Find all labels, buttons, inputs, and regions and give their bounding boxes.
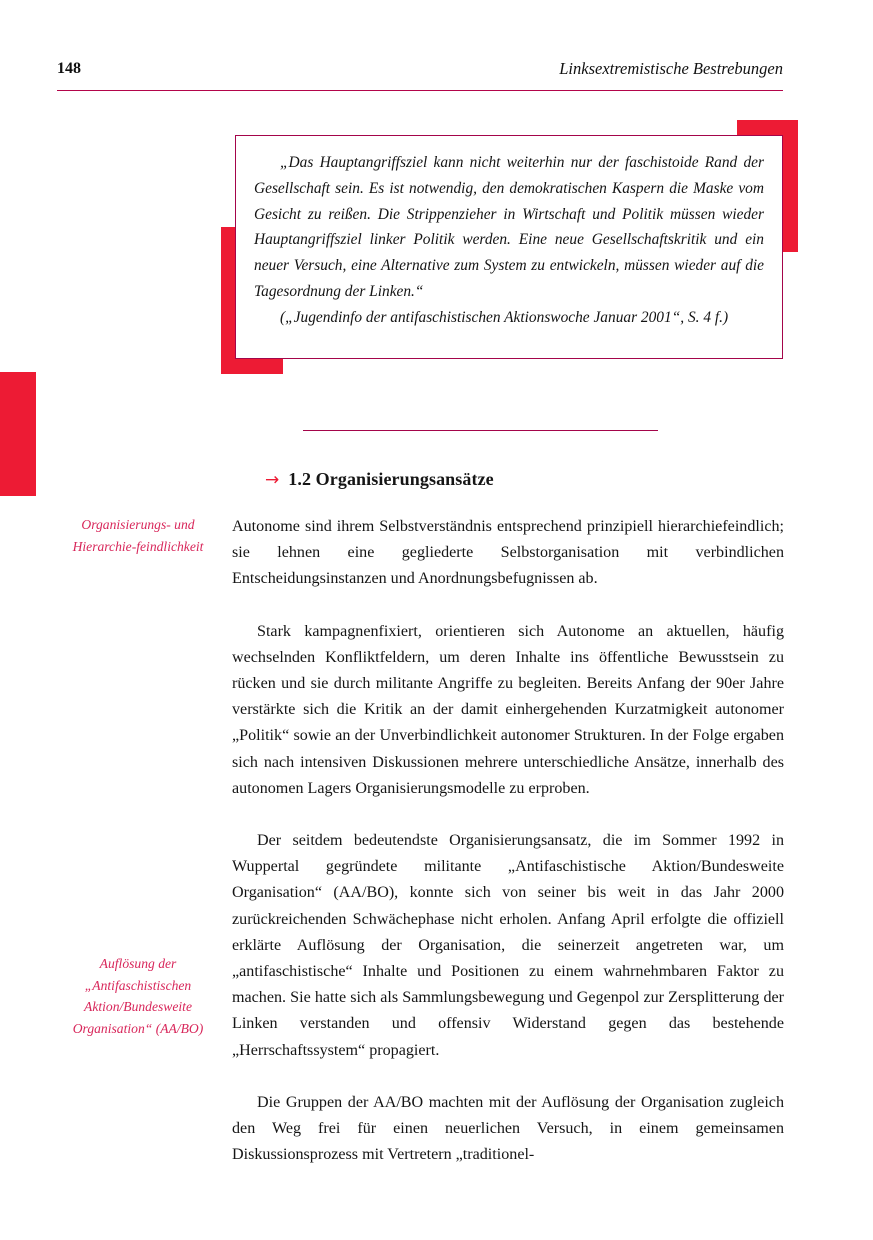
body-paragraph: Der seitdem bedeutendste Organisierungsansatz, die im Sommer 1992 in Wuppertal gegründete militante „Antifaschistische Aktion/Bundesweite Organisation“ (AA/BO), konnte sich von seiner bis weit in das Jahr 2000 zurückreichenden Schwächephase nicht erholen. Anfang April erfolgte die offiziell erklärte Auflösung der Organisation, die seinerzeit angetreten war, um „antifaschistische“ Inhalte und Positionen zu einem wahrnehmbaren Faktor zu machen. Sie hatte sich als Sammlungsbewegung und Gegenpol zur Zersplitterung der Linken verstanden und offensiv Widerstand gegen das bestehende „Herrschaftssystem“ propagiert. bbox=[232, 832, 784, 1059]
body-paragraph: Autonome sind ihrem Selbstverständnis entsprechend prinzipiell hierarchiefeindlich; sie lehnen eine gegliederte Selbstorganisation mit verbindlichen Entscheidungsinstanzen und Anordnungsbefugnissen ab. bbox=[232, 518, 784, 588]
margin-note-hierarchy: Organisierungs- und Hierarchie-feindlichkeit bbox=[72, 517, 204, 554]
quotation-source: („Jugendinfo der antifaschistischen Aktionswoche Januar 2001“, S. 4 f.) bbox=[280, 308, 729, 326]
section-heading-text: 1.2 Organisierungsansätze bbox=[288, 469, 494, 489]
page-header bbox=[57, 58, 783, 91]
quotation-block bbox=[235, 135, 783, 359]
page-number: 148 bbox=[57, 60, 81, 77]
arrow-right-icon: → bbox=[265, 470, 280, 490]
body-paragraph: Die Gruppen der AA/BO machten mit der Auflösung der Organisation zugleich den Weg frei für einen neuerlichen Versuch, in einem gemeinsamen Diskussionsprozess mit Vertretern „traditionel- bbox=[232, 1093, 784, 1164]
accent-block-top-right-vertical bbox=[783, 120, 798, 252]
quotation-box bbox=[235, 135, 783, 359]
body-paragraph: Stark kampagnenfixiert, orientieren sich Autonome an aktuellen, häufig wechselnden Konfliktfeldern, um deren Inhalte ins öffentliche Bewusstsein zu rücken und sie durch militante Angriffe zu begleiten. Bereits Anfang der 90er Jahre verstärkte sich die Kritik an der damit einhergehenden Kurzatmigkeit autonomer „Politik“ sowie an der Unverbindlichkeit autonomer Strukturen. In der Folge ergaben sich nach intensiven Diskussionen mehrere unterschiedliche Ansätze, innerhalb des autonomen Lagers Organisierungsmodelle zu erproben. bbox=[232, 622, 784, 797]
section-divider-rule bbox=[303, 430, 658, 431]
margin-note-aabo-dissolution: Auflösung der „Antifaschistischen Aktion/Bundesweite Organisation“ (AA/BO) bbox=[72, 956, 204, 1036]
section-heading bbox=[265, 468, 785, 491]
body-text-column bbox=[232, 514, 784, 1194]
header-title: Linksextremistische Bestrebungen bbox=[559, 59, 783, 78]
quotation-text: „Das Hauptangriffsziel kann nicht weiterhin nur der faschistoide Rand der Gesellschaft sein. Es ist notwendig, den demokratischen Kaspern die Maske vom Gesicht zu reißen. Die Strippenzieher in Wirtschaft und Politik müssen wieder Hauptangriffsziel linker Politik werden. Eine neue Gesellschaftskritik und ein neuer Versuch, eine Alternative zum System zu entwickeln, müssen wieder auf die Tagesordnung der Linken.“ bbox=[254, 154, 764, 300]
chapter-edge-tab bbox=[0, 372, 36, 496]
